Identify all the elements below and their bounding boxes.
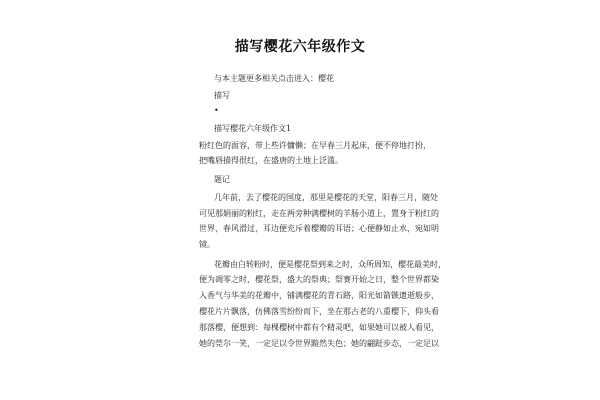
paragraph-3-line: 她的莞尔一笑，一定足以令世界黯然失色；她的翩跹步态，一定足以 (199, 339, 439, 348)
related-topics-link[interactable]: 与本主题更多相关点击进入：樱花 (214, 74, 334, 83)
paragraph-3-line: 入香气与华美的花瓣中，铺满樱花的青石路，阳光如箭镞遗逝般步， (199, 291, 439, 300)
paragraph-1-line: 粉红色的面容，带上些许慵懒；在早春三月起床，便不停地打扮， (199, 141, 431, 150)
section-label: 题记 (214, 175, 230, 184)
paragraph-2-line: 世界，春风滑过，耳边便充斥着樱瓣的耳语；心便静如止水，宛如明 (199, 224, 439, 233)
essay-heading: 描写樱花六年级作文1 (214, 124, 292, 133)
tag-label: 描写 (214, 91, 230, 100)
paragraph-2-line: 可见那娟丽的粉红，走在两旁种满樱树的羊肠小道上，置身于粉红的 (199, 209, 439, 218)
paragraph-3-line: 便为凋零之时，樱花祭，盛大的祭典；祭赛开始之日，整个世界都染 (199, 275, 439, 284)
paragraph-3-line: 花瓣由白转粉时，便是樱花祭到来之时，众所周知，樱花最美时， (214, 260, 446, 269)
document-title: 描写樱花六年级作文 (234, 39, 366, 55)
paragraph-2-line: 几年前，去了樱花的国度，那里是樱花的天堂，阳春三月，随处 (214, 193, 438, 202)
paragraph-3-line: 樱花片片飘落，仿佛落雪纷纷而下，坐在那古老的八重樱下，仰头看 (199, 307, 439, 316)
bullet-mark: • (214, 106, 219, 115)
paragraph-3-line: 那落樱，便想到：每棵樱树中都有个精灵吧，如果她可以被人看见， (199, 323, 439, 332)
paragraph-1-line: 把嘴唇描得很红，在盛唐的土地上泛滥。 (199, 156, 343, 165)
paragraph-2-line: 镜。 (199, 240, 215, 249)
